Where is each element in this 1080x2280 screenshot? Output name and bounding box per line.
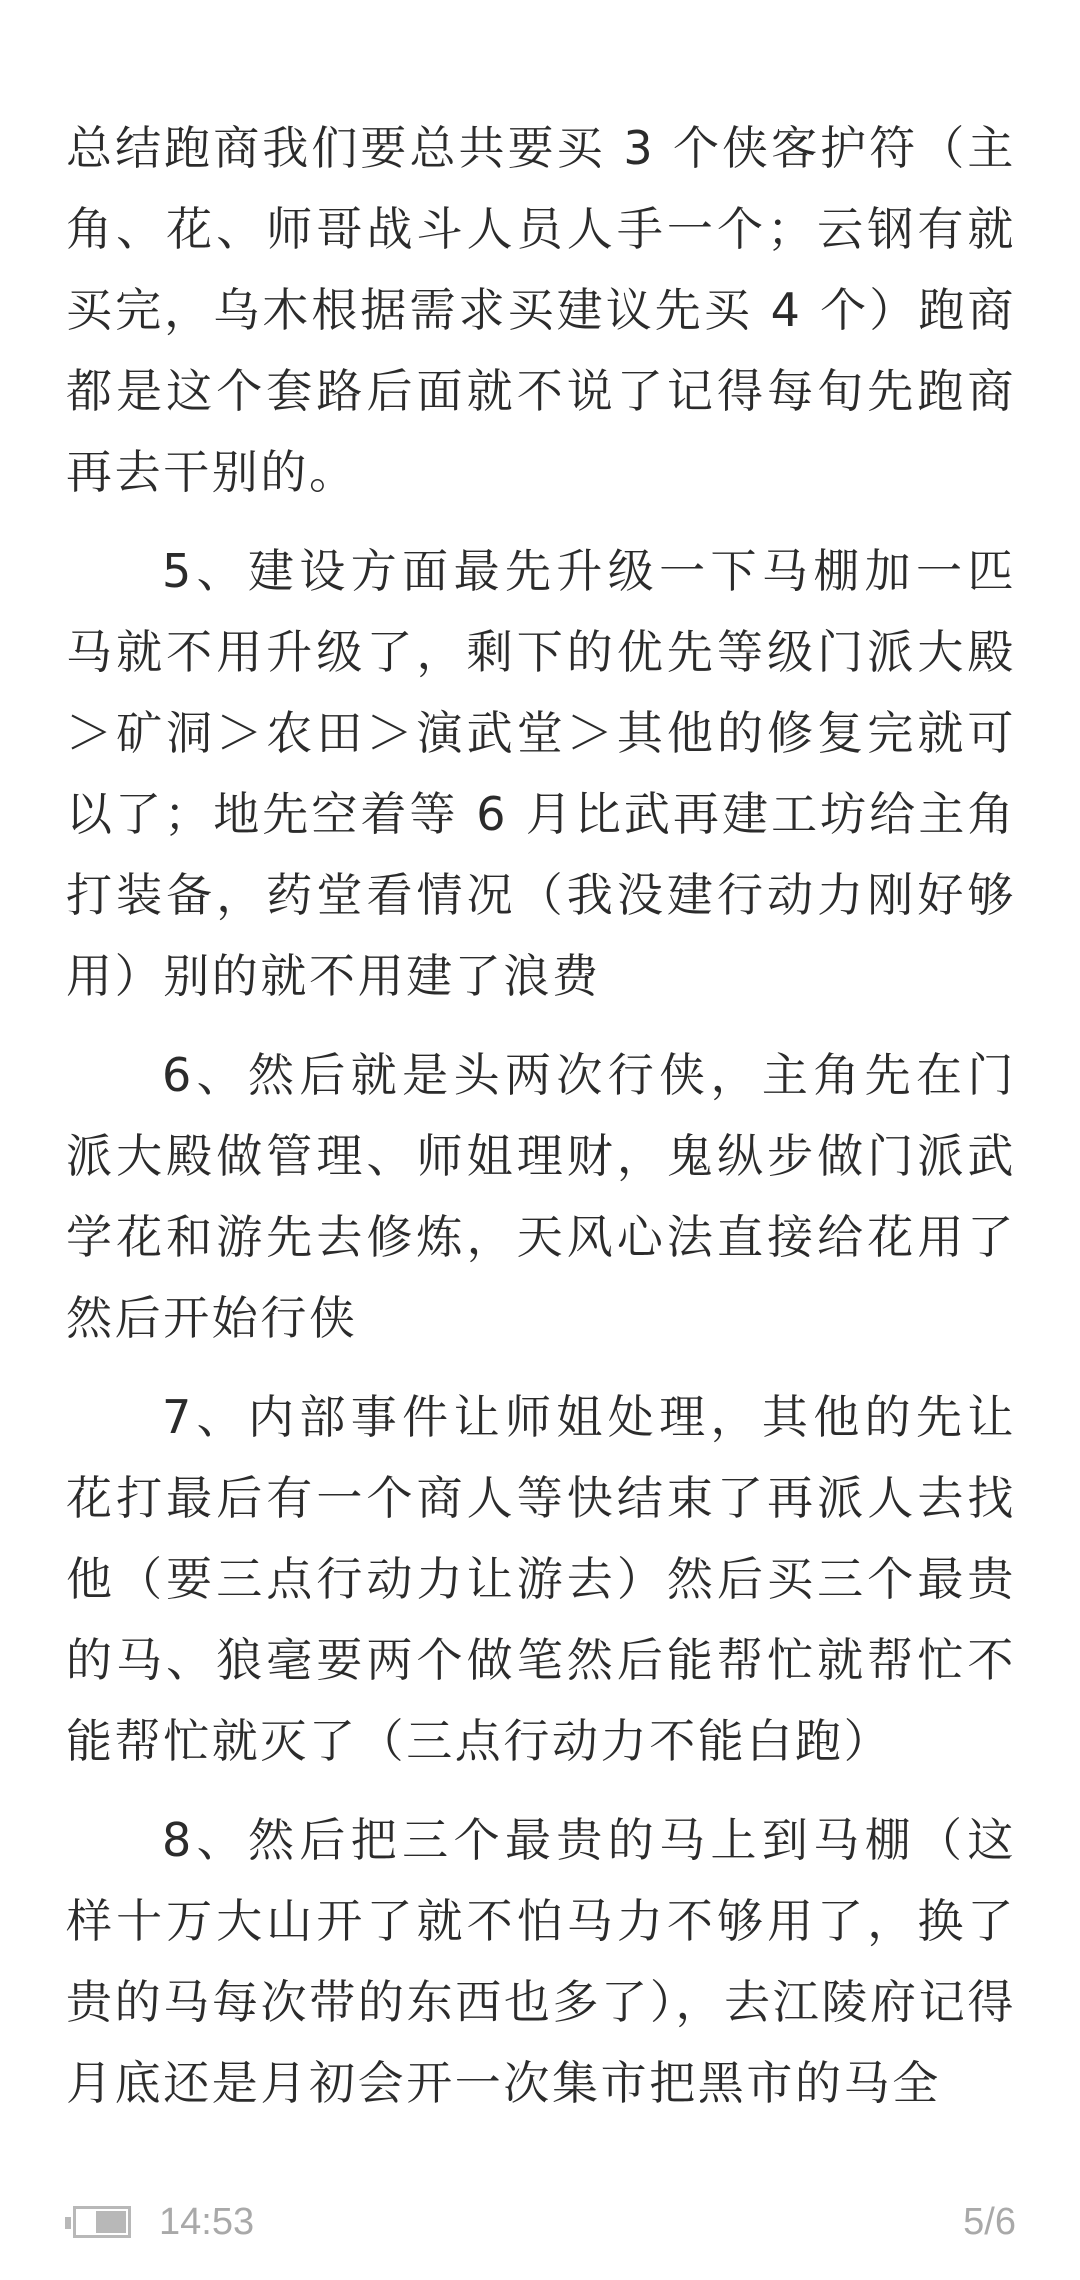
paragraph-7: 7、内部事件让师姐处理，其他的先让花打最后有一个商人等快结束了再派人去找他（要三点行动力让游去）然后买三个最贵的马、狼毫要两个做笔然后能帮忙就帮忙不能帮忙就灭了（三点行动力不能白跑） (66, 1390, 1016, 1768)
paragraph-summary: 总结跑商我们要总共要买 3 个侠客护符（主角、花、师哥战斗人员人手一个；云钢有就买完，乌木根据需求买建议先买 4 个）跑商都是这个套路后面就不说了记得每旬先跑商再去干别的。 (66, 121, 1016, 499)
paragraph-5: 5、建设方面最先升级一下马棚加一匹马就不用升级了，剩下的优先等级门派大殿＞矿洞＞农田＞演武堂＞其他的修复完就可以了；地先空着等 6 月比武再建工坊给主角打装备，药堂看情况（我没建行动力刚好够用）别的就不用建了浪费 (66, 544, 1016, 1003)
battery-level-fill (96, 2211, 126, 2233)
paragraph-8: 8、然后把三个最贵的马上到马棚（这样十万大山开了就不怕马力不够用了，换了贵的马每次带的东西也多了），去江陵府记得月底还是月初会开一次集市把黑市的马全 (66, 1813, 1016, 2110)
reader-status-bar (66, 2196, 1016, 2248)
battery-icon (73, 2206, 131, 2238)
clock-time: 14:53 (159, 2200, 255, 2243)
page-indicator: 5/6 (963, 2200, 1016, 2243)
status-left-group (66, 2201, 254, 2244)
page-content (66, 108, 1016, 2124)
battery-nub (65, 2217, 71, 2229)
paragraph-6: 6、然后就是头两次行侠，主角先在门派大殿做管理、师姐理财，鬼纵步做门派武学花和游先去修炼，天风心法直接给花用了然后开始行侠 (66, 1048, 1016, 1345)
